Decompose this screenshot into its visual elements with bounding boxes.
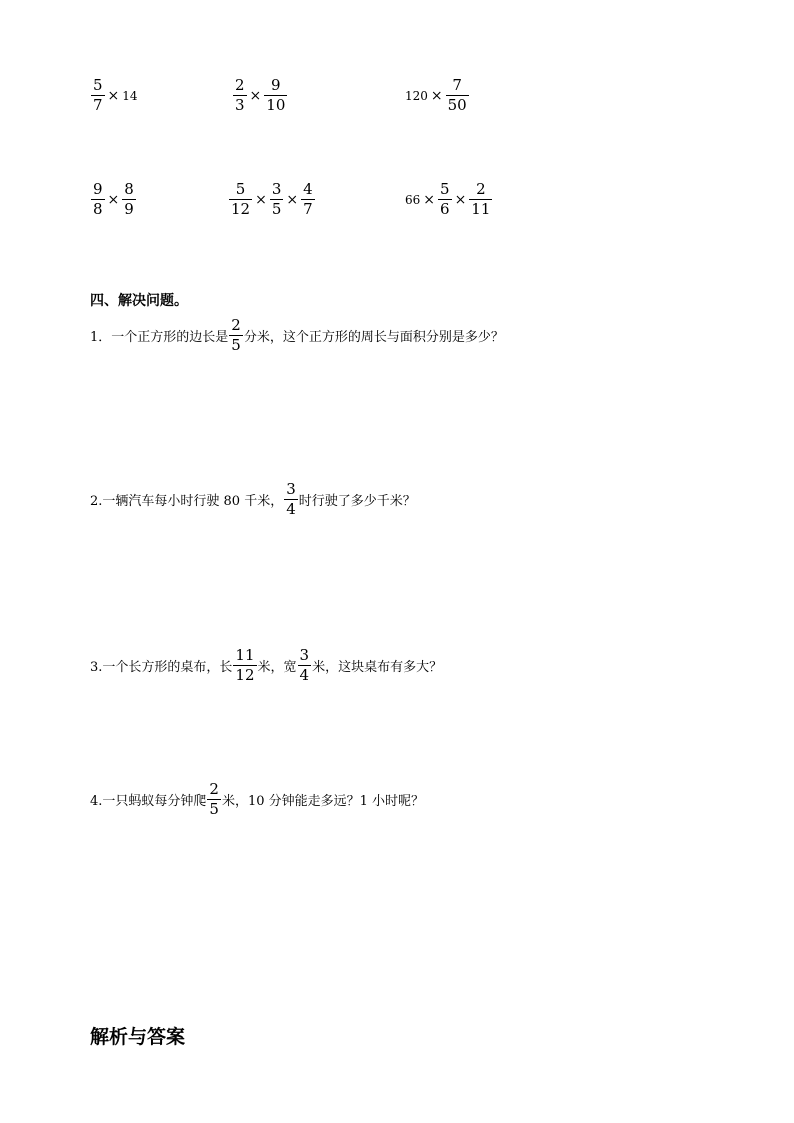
- fraction: $\frac{3}{4}$: [299, 646, 310, 684]
- fraction: $\frac{11}{12}$: [235, 646, 255, 684]
- problem-4: [90, 782, 424, 817]
- answers-title: 解析与答案: [90, 1026, 186, 1048]
- problem-text: 米，这块桌布有多大？: [312, 660, 443, 675]
- fraction: $\frac{2}{3}$: [235, 76, 245, 114]
- problem-text: 米，宽: [257, 660, 297, 675]
- multiply-sign: ×: [107, 191, 120, 208]
- fraction: $\frac{2}{11}$: [471, 180, 491, 218]
- problem-2: [90, 482, 416, 517]
- multiply-sign: ×: [255, 191, 267, 208]
- exercise-2: [232, 78, 288, 113]
- problem-text: 4.一只蚂蚁每分钟爬: [90, 794, 207, 809]
- problem-1: [90, 318, 504, 353]
- problem-3: [90, 648, 442, 683]
- problem-text: 时行驶了多少千米？: [298, 494, 416, 509]
- fraction: $\frac{9}{10}$: [266, 76, 286, 114]
- fraction: $\frac{5}{6}$: [440, 180, 450, 218]
- fraction: $\frac{5}{7}$: [93, 76, 103, 114]
- exercise-4: [90, 182, 137, 217]
- problem-text: 3.一个长方形的桌布，长: [90, 660, 233, 675]
- fraction: $\frac{2}{5}$: [231, 316, 241, 354]
- multiply-sign: ×: [423, 191, 436, 208]
- section-title: 四、解决问题。: [90, 293, 188, 309]
- problem-text: 2.一辆汽车每小时行驶 80 千米，: [90, 494, 284, 509]
- problem-text: 米，10 分钟能走多远？1 小时呢？: [221, 794, 425, 809]
- multiply-sign: ×: [249, 87, 262, 104]
- fraction: $\frac{5}{12}$: [231, 180, 251, 218]
- fraction: $\frac{3}{4}$: [286, 480, 296, 518]
- multiply-sign: ×: [107, 87, 120, 104]
- fraction: $\frac{2}{5}$: [209, 780, 219, 818]
- fraction: $\frac{7}{50}$: [447, 76, 467, 114]
- multiply-sign: ×: [454, 191, 467, 208]
- multiply-sign: ×: [286, 191, 299, 208]
- exercise-1: [90, 78, 139, 113]
- problem-text: 1．一个正方形的边长是: [90, 330, 229, 345]
- exercise-3: [404, 78, 470, 113]
- fraction: $\frac{9}{8}$: [93, 180, 103, 218]
- exercise-6: [404, 182, 493, 217]
- number: 120: [405, 88, 428, 103]
- number: 66: [405, 192, 421, 207]
- fraction: $\frac{3}{5}$: [271, 180, 282, 218]
- fraction: $\frac{4}{7}$: [303, 180, 313, 218]
- multiply-sign: ×: [430, 87, 443, 104]
- number: 14: [122, 88, 138, 103]
- problem-text: 分米，这个正方形的周长与面积分别是多少？: [243, 330, 504, 345]
- fraction: $\frac{8}{9}$: [124, 180, 134, 218]
- exercise-5: [228, 182, 316, 217]
